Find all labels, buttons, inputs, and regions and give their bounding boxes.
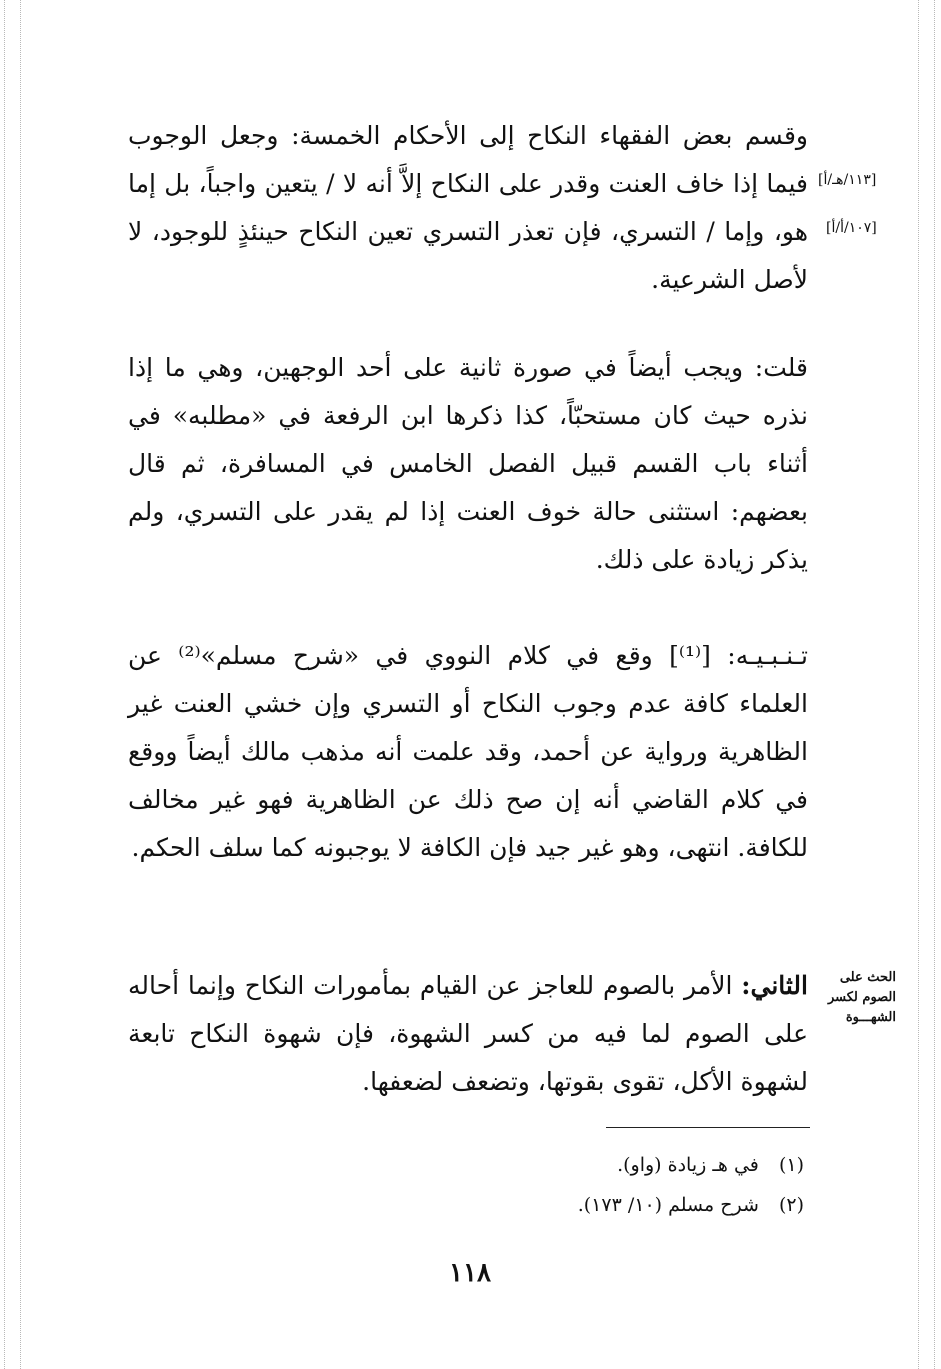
footnote-separator [606, 1127, 810, 1128]
paragraph-text: قلت: ويجب أيضاً في صورة ثانية على أحد الوجهين، وهي ما إذا نذره حيث كان مستحبّاً، كذا ذكرها ابن الرفعة في «مطلبه» في أثناء باب القسم قبيل الفصل الخامس في المسافرة، ثم قال بعضهم: استثنى حالة خوف العنت إذا لم يقدر على التسري، ولم يذكر زيادة على ذلك. [128, 353, 808, 574]
paragraph-body: الأمر بالصوم للعاجز عن القيام بمأمورات النكاح وإنما أحاله على الصوم لما فيه من كسر الشهوة، فإن شهوة النكاح تابعة لشهوة الأكل، تقوى بقوتها، وتضعف لضعفها. [128, 971, 808, 1096]
paragraph-lead-word: الثاني: [741, 971, 808, 1000]
side-heading-line-2: الصوم لكسر [827, 990, 896, 1005]
side-heading [814, 968, 896, 1028]
footnotes [420, 1145, 804, 1225]
footnote-text: شرح مسلم (١٠/ ١٧٣). [577, 1194, 759, 1216]
scan-guide-line-left-inner [20, 0, 21, 1369]
scan-guide-line-right [934, 0, 935, 1369]
paragraph-notice [128, 632, 808, 872]
side-heading-line-3: الشهـــوة [845, 1010, 896, 1025]
paragraph-marriage-rulings [128, 112, 808, 304]
scan-guide-line-right-inner [918, 0, 919, 1369]
scan-guide-line-left [4, 0, 5, 1369]
footnote-1 [420, 1145, 804, 1185]
paragraph-text: تـنـبـيـه: [⁽¹⁾] وقع في كلام النووي في «شرح مسلم»⁽²⁾ عن العلماء كافة عدم وجوب النكاح أو التسري وإن خشي العنت غير الظاهرية ورواية عن أحمد، وقد علمت أنه مذهب مالك أيضاً ووقع في كلام القاضي أنه إن صح ذلك عن الظاهرية فهو غير مخالف للكافة. انتهى، وهو غير جيد فإن الكافة لا يوجبونه كما سلف الحكم. [128, 641, 808, 862]
paragraph-second-case [128, 344, 808, 584]
side-heading-line-1: الحث على [839, 970, 896, 985]
footnote-number: (١) [778, 1154, 804, 1176]
footnote-number: (٢) [778, 1194, 804, 1216]
paragraph-text: وقسم بعض الفقهاء النكاح إلى الأحكام الخمسة: وجعل الوجوب فيما إذا خاف العنت وقدر على النكاح إلاَّ أنه لا / يتعين واجباً، بل إما هو، وإما / التسري، فإن تعذر التسري تعين النكاح حينئذٍ للوجود، لا لأصل الشرعية. [128, 121, 808, 294]
footnote-text: في هـ زيادة (واو). [617, 1154, 759, 1176]
manuscript-ref-2: [١٠٧/أ/أ] [826, 220, 877, 236]
page-number: ١١٨ [449, 1258, 491, 1288]
footnote-2 [420, 1185, 804, 1225]
manuscript-ref-1: [١١٣/هـ/أ] [818, 172, 877, 188]
paragraph-text [128, 962, 808, 1106]
paragraph-fasting [128, 962, 808, 1106]
